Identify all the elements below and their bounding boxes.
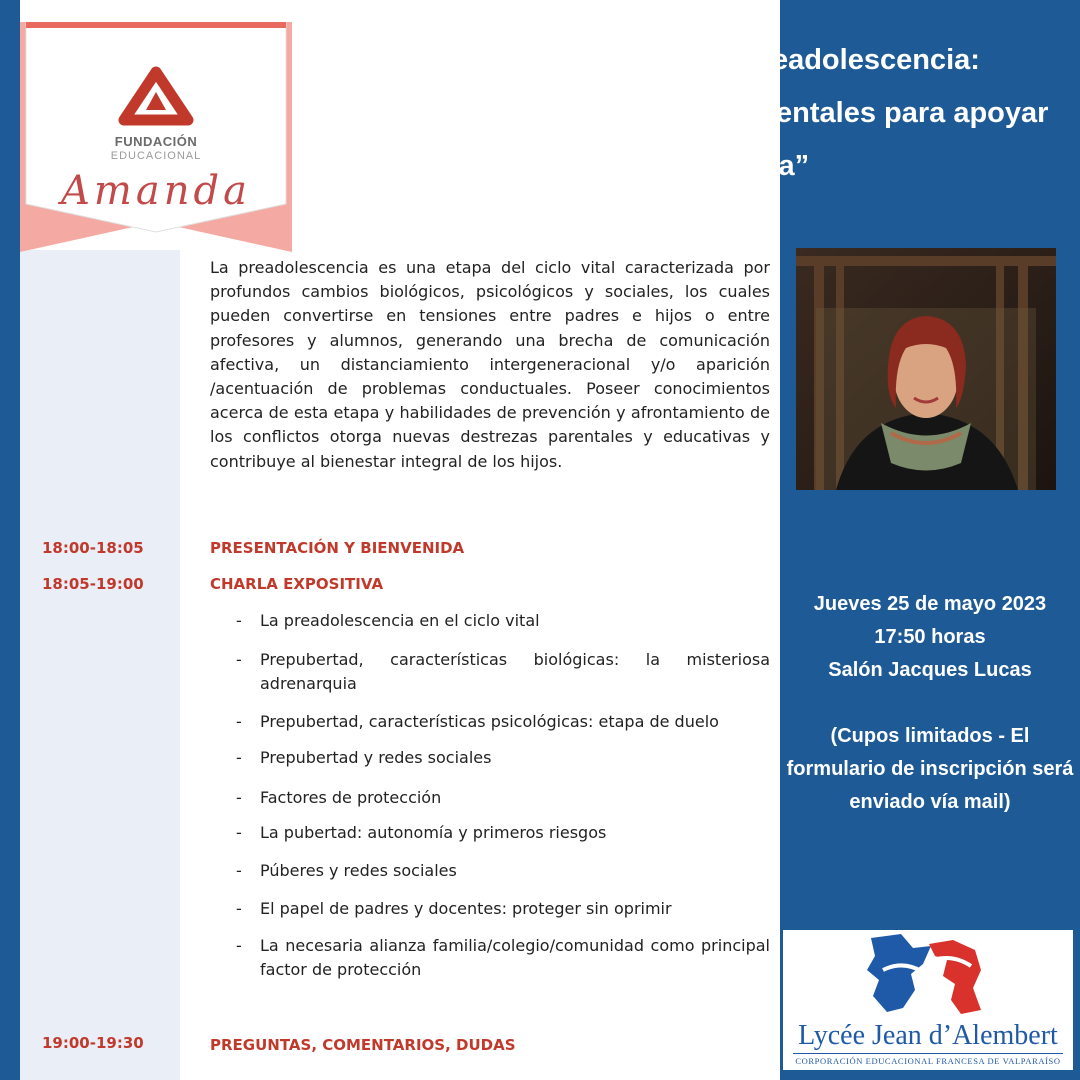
speaker-photo [796,248,1056,490]
event-info [780,588,1080,819]
topic-text: El papel de padres y docentes: proteger sin oprimir [260,899,672,918]
lycee-logo [783,930,1073,1070]
logo-script: Amanda [61,168,251,214]
schedule-time-1: 18:00-18:05 [42,539,144,557]
topic-dash: - [236,899,242,918]
event-place: Salón Jacques Lucas [828,659,1032,681]
topic-text: Prepubertad, características psicológicas: etapa de duelo [260,712,719,731]
speaker-portrait-image [796,248,1056,490]
topic-dash: - [236,823,242,842]
schedule-title-3: PREGUNTAS, COMENTARIOS, DUDAS [210,1036,516,1054]
topic-text: Factores de protección [260,788,442,807]
topic-text: Prepubertad, características biológicas: la misteriosa adrenarquia [260,650,770,693]
logo-line-1: FUNDACIÓN [114,134,198,149]
lycee-emblem-icon [783,930,1073,1020]
topic-dash: - [236,861,242,880]
event-title: “Adiós niñez, bienvenida preadolescencia: Conocimientos y habilidades parentales para apoyar esta nueva etapa” [321,44,1049,182]
lycee-subtitle: CORPORACIÓN EDUCACIONAL FRANCESA DE VALPARAÍSO [793,1053,1063,1066]
event-note: (Cupos limitados - El formulario de inscripción será enviado vía mail) [786,725,1074,813]
topic-dash: - [236,936,242,955]
logo-line-2: EDUCACIONAL [110,150,202,162]
intro-paragraph: La preadolescencia es una etapa del ciclo vital caracterizada por profundos cambios biológicos, psicológicos y sociales, los cuales pueden convertirse en tensiones entre padres e hijos o entre profesores y alumnos, generando una brecha de comunicación afectiva, un distanciamiento intergeneracional y/o aparición /acentuación de problemas conductuales. Poseer conocimientos acerca de esta etapa y habilidades de prevención y afrontamiento de los conflictos otorga nuevas destrezas parentales y educativas y contribuye al bienestar integral de los hijos. [210,258,770,471]
fundacion-amanda-logo [20,22,292,252]
topic-dash: - [236,712,242,731]
document-side-strip [20,250,180,1080]
topic-dash: - [236,748,242,767]
event-spacer [780,687,1080,720]
topic-dash: - [236,611,242,630]
topic-text: Púberes y redes sociales [260,861,457,880]
topic-dash: - [236,788,242,807]
event-time: 17:50 horas [874,626,986,648]
lycee-name: Lycée Jean d’Alembert [798,1020,1058,1051]
topic-text: La pubertad: autonomía y primeros riesgos [260,823,607,842]
schedule-time-2: 18:05-19:00 [42,575,144,593]
schedule-title-2: CHARLA EXPOSITIVA [210,575,384,593]
topic-dash: - [236,650,242,669]
topic-text: Prepubertad y redes sociales [260,748,492,767]
schedule-title-1: PRESENTACIÓN Y BIENVENIDA [210,539,465,557]
event-date: Jueves 25 de mayo 2023 [813,593,1047,615]
schedule-time-3: 19:00-19:30 [42,1034,144,1052]
topic-text: La necesaria alianza familia/colegio/comunidad como principal factor de protección [260,936,770,979]
topic-text: La preadolescencia en el ciclo vital [260,611,540,630]
